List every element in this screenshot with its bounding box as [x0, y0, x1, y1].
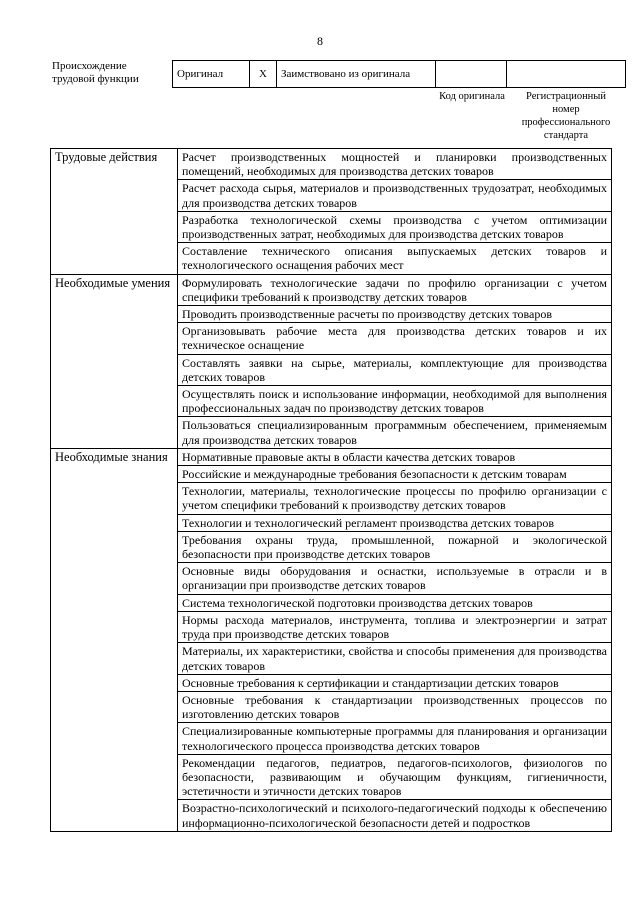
- section-item: Специализированные компьютерные программы для планирования и организации технологического процесса производства детских товаров: [178, 723, 612, 754]
- section-item: Разработка технологической схемы производства с учетом оптимизации производственных затрат, необходимых для производства детских товаров: [178, 211, 612, 242]
- section-item: Технологии и технологический регламент производства детских товаров: [178, 514, 612, 531]
- origin-table: [172, 60, 626, 88]
- table-row: [51, 274, 612, 305]
- borrowed-cell: Заимствовано из оригинала: [277, 61, 436, 88]
- section-item: Составлять заявки на сырье, материалы, комплектующие для производства детских товаров: [178, 354, 612, 385]
- section-item: Расчет расхода сырья, материалов и производственных трудозатрат, необходимых для производства детских товаров: [178, 180, 612, 211]
- section-item: Материалы, их характеристики, свойства и способы применения для производства детских товаров: [178, 643, 612, 674]
- section-item: Формулировать технологические задачи по профилю организации с учетом специфики требований к производству детских товаров: [178, 274, 612, 305]
- original-cell: Оригинал: [173, 61, 250, 88]
- table-row: [51, 448, 612, 465]
- table-row: [51, 149, 612, 180]
- section-title: Трудовые действия: [51, 149, 178, 275]
- code-caption: Код оригинала: [439, 91, 505, 102]
- reg-number-cell: [507, 61, 626, 88]
- section-item: Организовывать рабочие места для производства детских товаров и их техническое оснащение: [178, 323, 612, 354]
- section-title: Необходимые умения: [51, 274, 178, 448]
- section-item: Нормативные правовые акты в области качества детских товаров: [178, 448, 612, 465]
- section-item: Расчет производственных мощностей и планировки производственных помещений, необходимых для производства детских товаров: [178, 149, 612, 180]
- section-item: Нормы расхода материалов, инструмента, топлива и электроэнергии и затрат труда при производстве детских товаров: [178, 611, 612, 642]
- section-item: Составление технического описания выпускаемых детских товаров и технологического оснащения рабочих мест: [178, 243, 612, 274]
- section-item: Основные требования к сертификации и стандартизации детских товаров: [178, 674, 612, 691]
- reg-caption: Регистрационный номер профессионального стандарта: [521, 91, 611, 141]
- section-item: Пользоваться специализированным программным обеспечением, применяемым для производства детских товаров: [178, 417, 612, 448]
- origin-label: Происхождение трудовой функции: [52, 60, 139, 85]
- section-item: Рекомендации педагогов, педиатров, педагогов-психологов, физиологов по безопасности, развивающим и обучающим функциям, гигиеничности, эстетичности и этичности детских товаров: [178, 754, 612, 800]
- code-cell: [436, 61, 507, 88]
- section-item: Система технологической подготовки производства детских товаров: [178, 594, 612, 611]
- section-item: Технологии, материалы, технологические процессы по профилю организации с учетом специфики требований к производству детских товаров: [178, 483, 612, 514]
- section-item: Основные требования к стандартизации производственных процессов по изготовлению детских товаров: [178, 691, 612, 722]
- page-number: 8: [317, 34, 323, 48]
- function-table: [50, 148, 612, 832]
- section-item: Проводить производственные расчеты по производству детских товаров: [178, 306, 612, 323]
- section-title: Необходимые знания: [51, 448, 178, 831]
- section-item: Осуществлять поиск и использование информации, необходимой для выполнения профессиональных задач по производству детских товаров: [178, 386, 612, 417]
- section-item: Российские и международные требования безопасности к детским товарам: [178, 466, 612, 483]
- section-item: Основные виды оборудования и оснастки, используемые в отрасли и в организации при производстве детских товаров: [178, 563, 612, 594]
- section-item: Возрастно-психологический и психолого-педагогический подходы к обеспечению информационно-психологической безопасности детей и подростков: [178, 800, 612, 831]
- section-item: Требования охраны труда, промышленной, пожарной и экологической безопасности при производстве детских товаров: [178, 531, 612, 562]
- original-mark: X: [250, 61, 277, 88]
